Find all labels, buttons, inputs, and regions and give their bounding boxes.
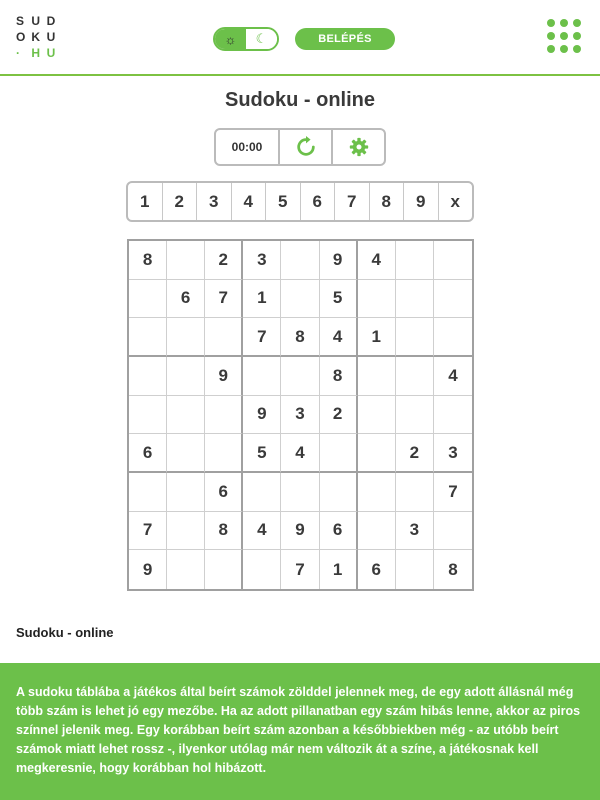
board-cell[interactable]: 6 bbox=[358, 550, 396, 589]
board-cell[interactable]: 6 bbox=[205, 473, 243, 512]
board-cell[interactable]: 4 bbox=[434, 357, 472, 396]
menu-dot bbox=[547, 19, 555, 27]
board-cell[interactable]: 2 bbox=[396, 434, 434, 473]
board-cell[interactable]: 7 bbox=[129, 512, 167, 551]
board-cell[interactable] bbox=[358, 473, 396, 512]
board-cell[interactable]: 5 bbox=[320, 280, 358, 319]
page-title: Sudoku - online bbox=[225, 89, 375, 111]
board-cell[interactable]: 4 bbox=[243, 512, 281, 551]
board-cell[interactable]: 5 bbox=[243, 434, 281, 473]
board-cell[interactable] bbox=[358, 512, 396, 551]
board-cell[interactable] bbox=[396, 473, 434, 512]
numpad-key-clear[interactable]: x bbox=[450, 191, 460, 211]
board-cell[interactable] bbox=[396, 280, 434, 319]
board-cell[interactable] bbox=[129, 280, 167, 319]
board-cell[interactable] bbox=[167, 473, 205, 512]
board-cell[interactable]: 8 bbox=[205, 512, 243, 551]
board-cell[interactable] bbox=[320, 434, 358, 473]
board-cell[interactable]: 7 bbox=[434, 473, 472, 512]
logo-letter: · bbox=[16, 46, 20, 60]
board-cell[interactable] bbox=[129, 473, 167, 512]
board-cell[interactable]: 7 bbox=[243, 318, 281, 357]
board-cell[interactable]: 9 bbox=[205, 357, 243, 396]
board-cell[interactable] bbox=[434, 396, 472, 435]
logo-letter: U bbox=[31, 14, 40, 28]
board-cell[interactable] bbox=[358, 434, 396, 473]
numpad-key-7[interactable]: 7 bbox=[335, 183, 370, 220]
settings-button[interactable] bbox=[333, 130, 384, 164]
logo-letter: U bbox=[46, 30, 56, 44]
board-cell[interactable] bbox=[358, 396, 396, 435]
board-cell[interactable]: 4 bbox=[281, 434, 319, 473]
number-pad bbox=[126, 181, 474, 222]
board-cell[interactable] bbox=[167, 241, 205, 280]
board-cell[interactable]: 9 bbox=[243, 396, 281, 435]
numpad-key-5[interactable]: 5 bbox=[266, 183, 301, 220]
board-cell[interactable] bbox=[396, 357, 434, 396]
board-cell[interactable] bbox=[129, 396, 167, 435]
board-cell[interactable]: 2 bbox=[205, 241, 243, 280]
numpad-key-9[interactable]: 9 bbox=[404, 183, 439, 220]
game-controls bbox=[214, 128, 386, 166]
board-cell[interactable] bbox=[281, 280, 319, 319]
logo-letter: U bbox=[46, 46, 56, 60]
board-cell[interactable] bbox=[205, 318, 243, 357]
board-cell[interactable]: 9 bbox=[320, 241, 358, 280]
board-cell[interactable] bbox=[167, 434, 205, 473]
logo-row bbox=[16, 13, 62, 29]
logo-letter: O bbox=[16, 30, 26, 44]
board-cell[interactable] bbox=[320, 473, 358, 512]
sudoku-board bbox=[127, 239, 474, 591]
login-button[interactable]: BELÉPÉS bbox=[295, 28, 395, 50]
board-cell[interactable] bbox=[396, 318, 434, 357]
logo-letter: S bbox=[16, 14, 25, 28]
board-cell[interactable] bbox=[243, 473, 281, 512]
logo-row bbox=[16, 29, 62, 45]
board-cell[interactable]: 6 bbox=[320, 512, 358, 551]
board-cell[interactable] bbox=[167, 396, 205, 435]
menu-dot bbox=[573, 32, 581, 40]
info-panel bbox=[0, 663, 600, 800]
board-cell[interactable] bbox=[167, 318, 205, 357]
board-cell[interactable]: 9 bbox=[129, 550, 167, 589]
board-cell[interactable]: 3 bbox=[243, 241, 281, 280]
menu-dot bbox=[560, 32, 568, 40]
board-cell[interactable]: 2 bbox=[320, 396, 358, 435]
board-cell[interactable] bbox=[358, 357, 396, 396]
menu-dot bbox=[547, 45, 555, 53]
board-cell[interactable] bbox=[396, 396, 434, 435]
board-cell[interactable]: 4 bbox=[358, 241, 396, 280]
numpad-key-8[interactable]: 8 bbox=[370, 183, 405, 220]
menu-dot bbox=[560, 19, 568, 27]
board-cell[interactable] bbox=[396, 241, 434, 280]
board-cell[interactable] bbox=[205, 434, 243, 473]
theme-toggle[interactable] bbox=[213, 27, 279, 51]
site-logo[interactable] bbox=[16, 13, 62, 61]
board-cell[interactable] bbox=[167, 512, 205, 551]
board-cell[interactable] bbox=[281, 357, 319, 396]
board-cell[interactable] bbox=[205, 396, 243, 435]
grid-dots-icon[interactable] bbox=[547, 19, 585, 57]
logo-letter: H bbox=[31, 46, 40, 60]
timer: 00:00 bbox=[216, 130, 280, 164]
board-cell[interactable] bbox=[434, 241, 472, 280]
numpad-key-2[interactable]: 2 bbox=[163, 183, 198, 220]
board-cell[interactable] bbox=[129, 357, 167, 396]
logo-row bbox=[16, 45, 62, 61]
menu-dot bbox=[573, 19, 581, 27]
board-cell[interactable] bbox=[243, 550, 281, 589]
sun-icon[interactable]: ☼ bbox=[215, 29, 246, 49]
logo-letter: K bbox=[31, 30, 40, 44]
refresh-icon bbox=[295, 136, 317, 158]
board-cell[interactable] bbox=[167, 357, 205, 396]
menu-dot bbox=[547, 32, 555, 40]
board-cell[interactable]: 6 bbox=[129, 434, 167, 473]
board-cell[interactable] bbox=[129, 318, 167, 357]
board-cell[interactable]: 7 bbox=[205, 280, 243, 319]
board-cell[interactable]: 1 bbox=[320, 550, 358, 589]
restart-button[interactable] bbox=[280, 130, 333, 164]
menu-dot bbox=[560, 45, 568, 53]
board-cell[interactable]: 3 bbox=[281, 396, 319, 435]
board-cell[interactable] bbox=[434, 318, 472, 357]
board-cell[interactable]: 3 bbox=[396, 512, 434, 551]
board-cell[interactable] bbox=[205, 550, 243, 589]
board-cell[interactable]: 7 bbox=[281, 550, 319, 589]
board-cell[interactable] bbox=[243, 357, 281, 396]
board-cell[interactable]: 8 bbox=[129, 241, 167, 280]
board-cell[interactable]: 8 bbox=[448, 559, 458, 579]
board-cell[interactable]: 9 bbox=[281, 512, 319, 551]
board-cell[interactable]: 1 bbox=[358, 318, 396, 357]
board-cell[interactable]: 8 bbox=[320, 357, 358, 396]
board-cell[interactable] bbox=[434, 280, 472, 319]
section-title: Sudoku - online bbox=[16, 625, 114, 640]
board-cell[interactable] bbox=[396, 550, 434, 589]
board-cell[interactable] bbox=[167, 550, 205, 589]
board-cell[interactable] bbox=[281, 473, 319, 512]
board-cell[interactable] bbox=[281, 241, 319, 280]
gear-icon bbox=[349, 137, 369, 157]
numpad-key-4[interactable]: 4 bbox=[232, 183, 267, 220]
board-cell[interactable]: 4 bbox=[320, 318, 358, 357]
board-cell[interactable]: 3 bbox=[434, 434, 472, 473]
numpad-key-1[interactable]: 1 bbox=[128, 183, 163, 220]
moon-icon[interactable]: ☾ bbox=[246, 29, 277, 49]
numpad-key-6[interactable]: 6 bbox=[301, 183, 336, 220]
logo-letter: D bbox=[46, 14, 56, 28]
board-cell[interactable]: 6 bbox=[167, 280, 205, 319]
info-text: A sudoku táblába a játékos által beírt számok zölddel jelennek meg, de egy adott állásnál még több szám is lehet jó egy mezőbe. Ha az adott pillanatban egy szám hibás lenne, akkor az piros színnel jelenik meg. Egy korábban beírt szám azonban a későbbiekben még - az utóbb beírt számok miatt lehet rossz -, ilyenkor utólag már nem változik át a színe, a játékosnak kell megkeresnie, hogy korábban hol hibázott. bbox=[16, 685, 581, 775]
board-cell[interactable] bbox=[434, 512, 472, 551]
board-cell[interactable]: 1 bbox=[243, 280, 281, 319]
board-cell[interactable]: 8 bbox=[281, 318, 319, 357]
board-cell[interactable] bbox=[358, 280, 396, 319]
menu-dot bbox=[573, 45, 581, 53]
numpad-key-3[interactable]: 3 bbox=[197, 183, 232, 220]
site-header bbox=[0, 0, 600, 76]
